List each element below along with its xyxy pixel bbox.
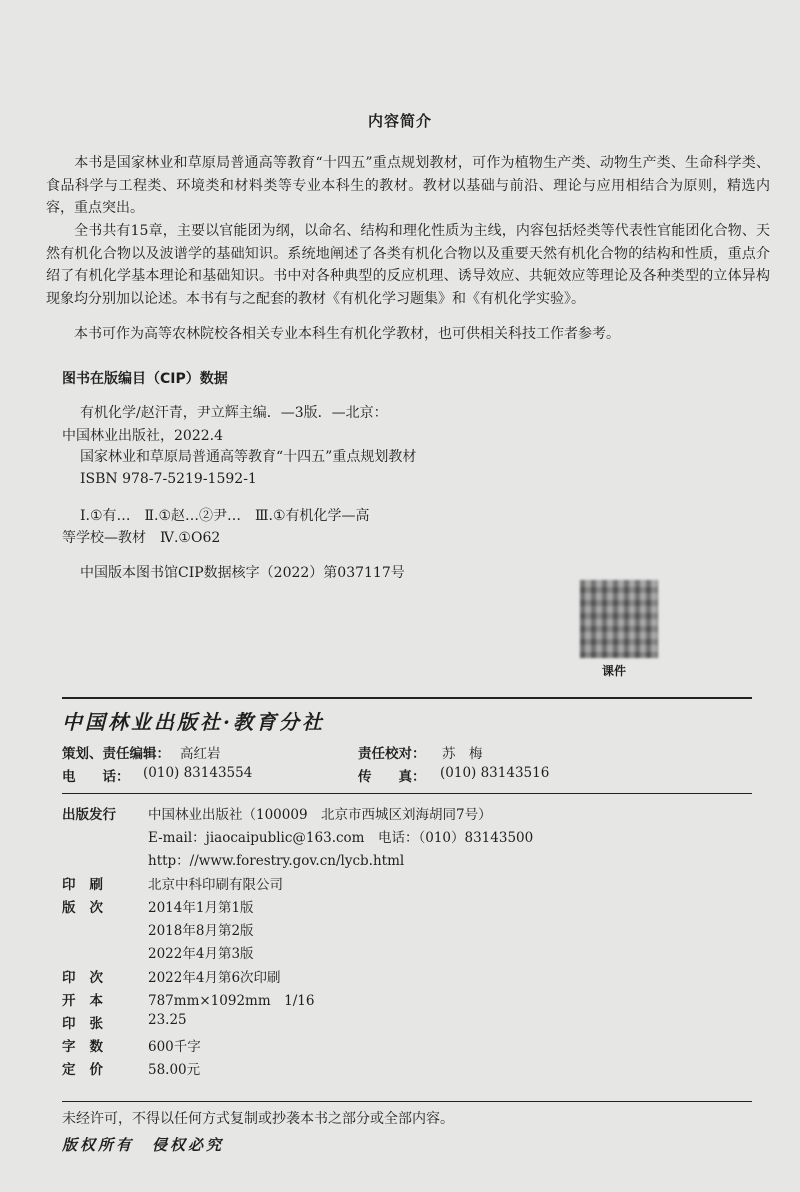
cip-line-7: 中国版本图书馆CIP数据核字（2022）第037117号: [80, 565, 405, 581]
phone-value: (010) 83143554: [143, 765, 253, 781]
cip-line-2: 中国林业出版社，2022.4: [62, 428, 223, 444]
publish-label: 出版发行: [62, 807, 116, 823]
editor-label: 策划、责任编辑：: [62, 746, 170, 762]
edition-2: 2018年8月第2版: [148, 923, 254, 939]
price-value: 58.00元: [148, 1062, 201, 1078]
phone-label: 电 话：: [62, 769, 130, 785]
edition-3: 2022年4月第3版: [148, 946, 254, 962]
qr-label: 课件: [602, 664, 627, 678]
publisher-name: 中国林业出版社·教育分社: [62, 710, 325, 734]
print-label: 印刷: [62, 877, 117, 893]
cip-line-3: 国家林业和草原局普通高等教育“十四五”重点规划教材: [80, 449, 417, 465]
rights-statement: 版权所有 侵权必究: [62, 1136, 225, 1154]
summary-title: 内容简介: [367, 112, 432, 130]
publish-value: 中国林业出版社（100009 北京市西城区刘海胡同7号）: [148, 807, 492, 823]
proof-value: 苏 梅: [442, 746, 483, 762]
impression-value: 2022年4月第6次印刷: [148, 970, 281, 986]
website-value: http：//www.forestry.gov.cn/lycb.html: [148, 853, 405, 869]
cip-title: 图书在版编目（CIP）数据: [62, 371, 228, 387]
edition-1: 2014年1月第1版: [148, 900, 254, 916]
fax-value: (010) 83143516: [440, 765, 550, 781]
cip-line-4: ISBN 978-7-5219-1592-1: [80, 471, 257, 487]
words-label: 字数: [62, 1039, 117, 1055]
summary-paragraph-2: 全书共有15章，主要以官能团为纲，以命名、结构和理化性质为主线，内容包括烃类等代表性官能团化合物、天然有机化合物以及波谱学的基础知识。系统地阐述了各类有机化合物以及重要天然有机化合物的结构和性质，重点介绍了有机化学基本理论和基础知识。书中对各种典型的反应机理、诱导效应、共轭效应等理论及各种类型的立体异构现象均分别加以论述。本书有与之配套的教材《有机化学习题集》和《有机化学实验》。: [46, 223, 770, 307]
cip-line-6: 等学校—教材 Ⅳ.①O62: [62, 530, 221, 546]
fax-label: 传 真：: [358, 769, 426, 785]
divider-top: [62, 697, 752, 699]
copy-notice: 未经许可，不得以任何方式复制或抄袭本书之部分或全部内容。: [62, 1111, 454, 1127]
divider-bottom: [62, 1101, 752, 1102]
edition-label: 版次: [62, 900, 117, 916]
price-label: 定价: [62, 1062, 117, 1078]
sheets-value: 23.25: [148, 1012, 187, 1028]
divider-middle: [62, 793, 752, 794]
impression-label: 印次: [62, 970, 117, 986]
email-value: E-mail：jiaocaipublic@163.com 电话：（010）83143500: [148, 830, 534, 846]
summary-paragraph-3: 本书可作为高等农林院校各相关专业本科生有机化学教材，也可供相关科技工作者参考。: [74, 326, 620, 342]
format-value: 787mm×1092mm 1/16: [148, 993, 315, 1009]
proof-label: 责任校对：: [358, 746, 426, 762]
words-value: 600千字: [148, 1039, 201, 1055]
editor-value: 高红岩: [180, 746, 221, 762]
qr-code[interactable]: [580, 580, 658, 658]
format-label: 开本: [62, 993, 117, 1009]
cip-line-5: Ⅰ.①有… Ⅱ.①赵…②尹… Ⅲ.①有机化学—高: [80, 508, 370, 524]
sheets-label: 印张: [62, 1016, 117, 1032]
summary-paragraph-1: 本书是国家林业和草原局普通高等教育“十四五”重点规划教材，可作为植物生产类、动物生产类、生命科学类、食品科学与工程类、环境类和材料类等专业本科生的教材。教材以基础与前沿、理论与应用相结合为原则，精选内容，重点突出。: [46, 155, 770, 216]
cip-line-1: 有机化学/赵汗青，尹立辉主编．—3版．—北京：: [80, 405, 388, 421]
print-value: 北京中科印刷有限公司: [148, 877, 283, 893]
